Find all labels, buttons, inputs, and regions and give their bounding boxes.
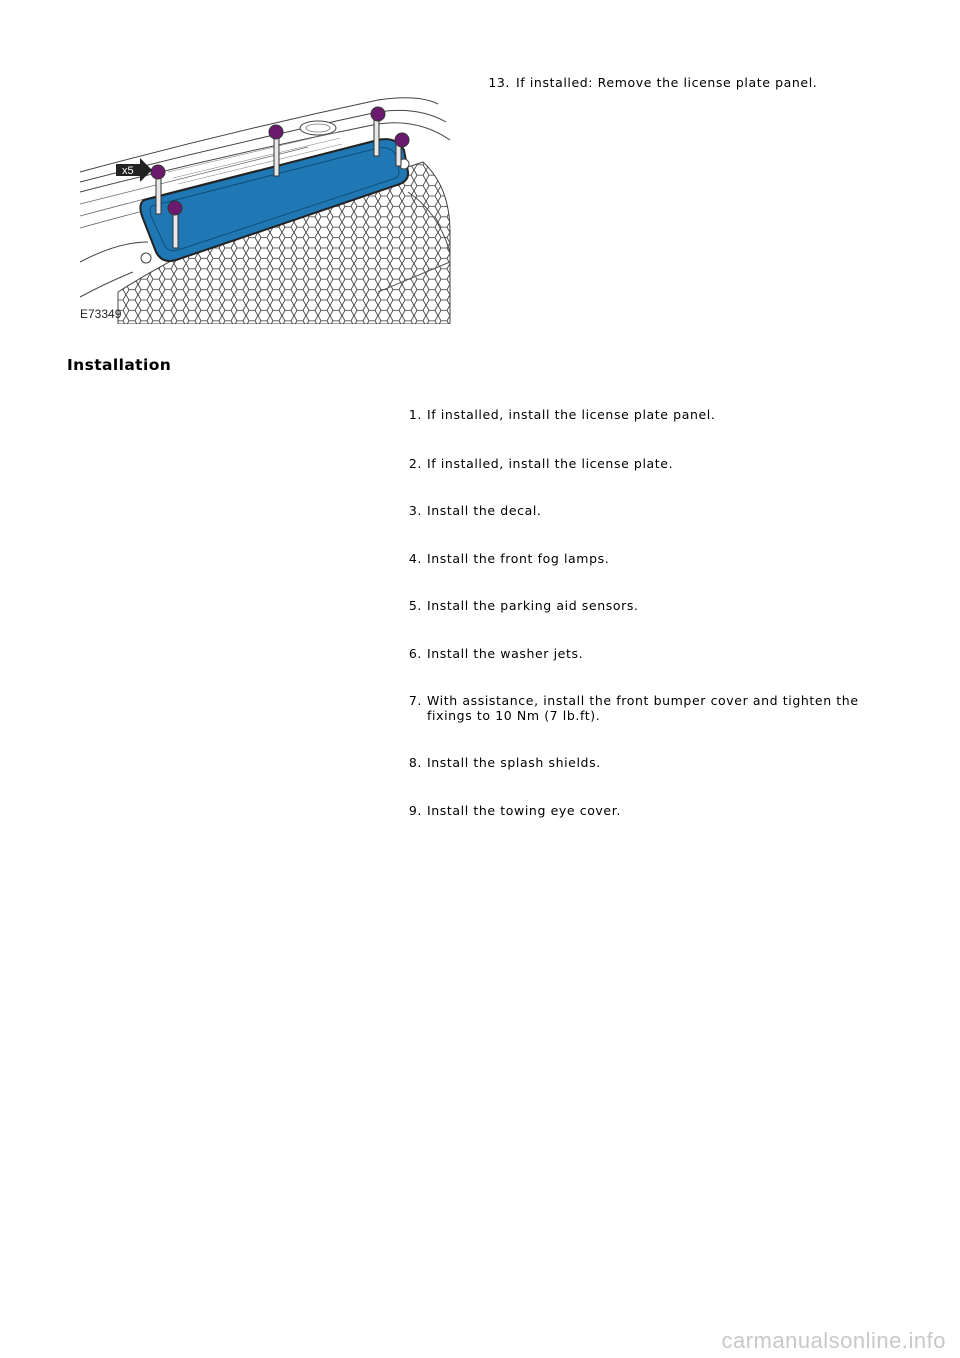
step-text: If installed, install the license plate. [427,456,674,471]
step-text: Install the towing eye cover. [427,803,621,818]
step-number: 7. [408,693,422,708]
step-number: 9. [408,803,422,818]
bumper-license-plate-panel-illustration [78,92,458,324]
step-number: 6. [408,646,422,661]
callout-label: x5 [122,165,134,177]
step-text: Install the splash shields. [427,755,601,770]
step-text: If installed: Remove the license plate panel. [516,75,818,90]
step-text: Install the decal. [427,503,542,518]
step-text: Install the washer jets. [427,646,584,661]
step-text: With assistance, install the front bumper cover and tighten the fixings to 10 Nm (7 lb.ft). [427,693,859,723]
step-number: 5. [408,598,422,613]
step-text: If installed, install the license plate panel. [427,407,716,422]
step-number: 8. [408,755,422,770]
watermark: carmanualsonline.info [721,1328,946,1353]
step-number: 3. [408,503,422,518]
step-text: Install the front fog lamps. [427,551,610,566]
step-number: 1. [408,407,422,422]
step-number: 2. [408,456,422,471]
illustration-svg [78,92,458,324]
step-text: Install the parking aid sensors. [427,598,639,613]
figure-id: E73349 [80,307,122,321]
step-number: 4. [408,551,422,566]
section-title: Installation [67,356,172,374]
step-number: 13. [488,75,510,90]
